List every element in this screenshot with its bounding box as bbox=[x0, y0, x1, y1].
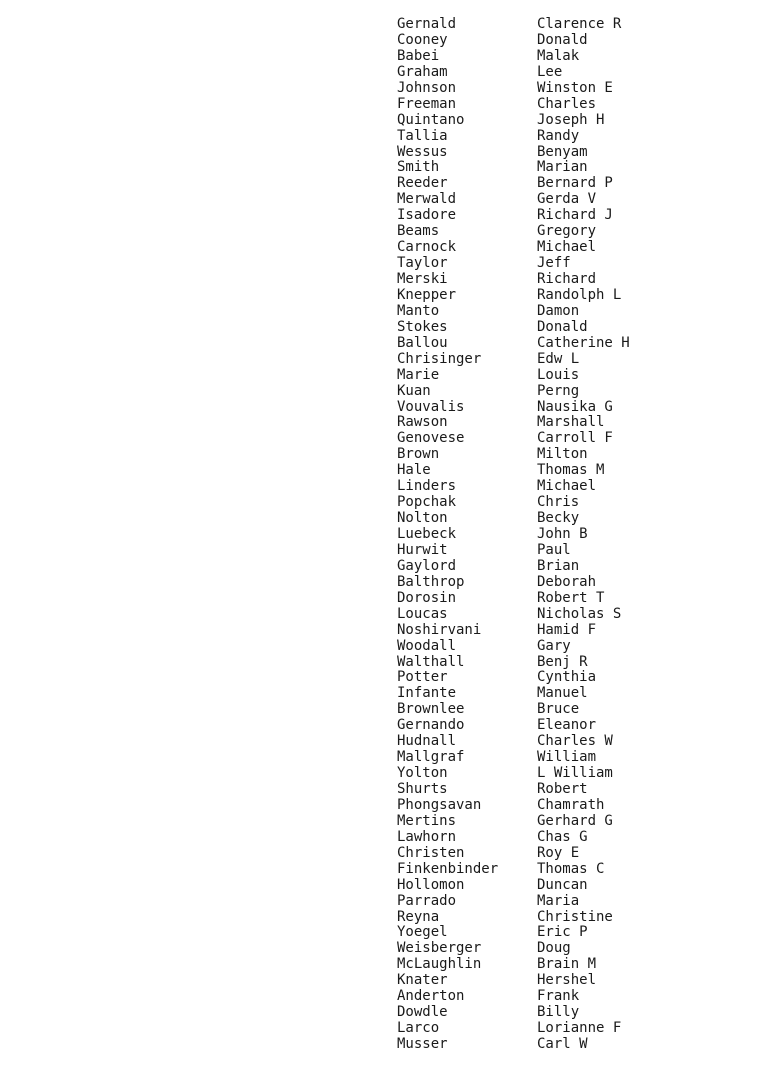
last-name: Tallia bbox=[397, 127, 448, 144]
first-name: Hamid F bbox=[537, 621, 597, 638]
first-name: John B bbox=[537, 526, 588, 542]
list-item bbox=[397, 368, 697, 384]
list-item bbox=[397, 894, 697, 910]
last-name: Christen bbox=[397, 844, 465, 861]
list-item bbox=[397, 543, 697, 559]
last-name: Stokes bbox=[397, 318, 448, 335]
list-item bbox=[397, 113, 697, 129]
last-name: Weisberger bbox=[397, 940, 482, 957]
last-name: Parrado bbox=[397, 892, 457, 909]
last-name: Gernando bbox=[397, 717, 465, 734]
last-name: Manto bbox=[397, 302, 440, 319]
list-item bbox=[397, 973, 697, 989]
last-name: Gaylord bbox=[397, 557, 457, 574]
name-list bbox=[397, 17, 697, 1067]
first-name: Gerda V bbox=[537, 191, 597, 208]
last-name: Reyna bbox=[397, 908, 440, 925]
list-item bbox=[397, 208, 697, 224]
first-name: Marian bbox=[537, 159, 588, 176]
first-name: Brain M bbox=[537, 956, 597, 973]
list-item bbox=[397, 240, 697, 256]
first-name: Benyam bbox=[537, 143, 588, 160]
list-item bbox=[397, 830, 697, 846]
last-name: Brown bbox=[397, 446, 440, 463]
list-item bbox=[397, 941, 697, 957]
list-item bbox=[397, 925, 697, 941]
list-item bbox=[397, 336, 697, 352]
list-item bbox=[397, 718, 697, 734]
first-name: Malak bbox=[537, 47, 580, 64]
first-name: Donald bbox=[537, 318, 588, 335]
first-name: Jeff bbox=[537, 255, 571, 272]
list-item bbox=[397, 33, 697, 49]
first-name: Robert bbox=[537, 781, 588, 797]
list-item bbox=[397, 145, 697, 161]
last-name: Mertins bbox=[397, 812, 457, 829]
first-name: Deborah bbox=[537, 573, 597, 590]
last-name: Noshirvani bbox=[397, 621, 482, 638]
list-item bbox=[397, 511, 697, 527]
last-name: Vouvalis bbox=[397, 398, 465, 415]
first-name: Charles W bbox=[537, 733, 613, 750]
list-item bbox=[397, 686, 697, 702]
first-name: Frank bbox=[537, 988, 580, 1005]
first-name: Winston E bbox=[537, 79, 613, 96]
last-name: Knater bbox=[397, 972, 448, 989]
last-name: Cooney bbox=[397, 31, 448, 48]
list-item bbox=[397, 320, 697, 336]
last-name: Phongsavan bbox=[397, 796, 482, 813]
last-name: Ballou bbox=[397, 334, 448, 351]
first-name: Nausika G bbox=[537, 398, 613, 415]
first-name: Becky bbox=[537, 510, 580, 527]
list-item bbox=[397, 623, 697, 639]
first-name: Milton bbox=[537, 446, 588, 463]
first-name: Eleanor bbox=[537, 717, 597, 734]
first-name: Richard J bbox=[537, 207, 613, 224]
first-name: Clarence R bbox=[537, 17, 622, 32]
list-item bbox=[397, 670, 697, 686]
list-item bbox=[397, 1037, 697, 1053]
last-name: McLaughlin bbox=[397, 956, 482, 973]
list-item bbox=[397, 798, 697, 814]
first-name: Lee bbox=[537, 63, 563, 80]
list-item bbox=[397, 607, 697, 623]
list-item bbox=[397, 702, 697, 718]
list-item bbox=[397, 160, 697, 176]
list-item bbox=[397, 17, 697, 33]
first-name: Carl W bbox=[537, 1036, 588, 1052]
last-name: Wessus bbox=[397, 143, 448, 160]
first-name: Benj R bbox=[537, 653, 588, 670]
list-item bbox=[397, 750, 697, 766]
first-name: Michael bbox=[537, 478, 597, 495]
list-item bbox=[397, 479, 697, 495]
first-name: Randy bbox=[537, 127, 580, 144]
last-name: Hurwit bbox=[397, 541, 448, 558]
list-item bbox=[397, 431, 697, 447]
list-item bbox=[397, 655, 697, 671]
last-name: Chrisinger bbox=[397, 350, 482, 367]
last-name: Isadore bbox=[397, 207, 457, 224]
list-item bbox=[397, 129, 697, 145]
first-name: Joseph H bbox=[537, 111, 605, 128]
list-item bbox=[397, 989, 697, 1005]
first-name: Thomas C bbox=[537, 860, 605, 877]
last-name: Beams bbox=[397, 223, 440, 240]
list-item bbox=[397, 957, 697, 973]
list-item bbox=[397, 65, 697, 81]
last-name: Smith bbox=[397, 159, 440, 176]
first-name: Gerhard G bbox=[537, 812, 613, 829]
first-name: Chris bbox=[537, 494, 580, 511]
list-item bbox=[397, 766, 697, 782]
last-name: Carnock bbox=[397, 239, 457, 256]
last-name: Shurts bbox=[397, 781, 448, 797]
last-name: Popchak bbox=[397, 494, 457, 511]
list-item bbox=[397, 288, 697, 304]
list-item bbox=[397, 734, 697, 750]
list-item bbox=[397, 176, 697, 192]
list-item bbox=[397, 272, 697, 288]
last-name: Yolton bbox=[397, 765, 448, 782]
last-name: Musser bbox=[397, 1036, 448, 1052]
last-name: Johnson bbox=[397, 79, 457, 96]
last-name: Luebeck bbox=[397, 526, 457, 542]
first-name: Billy bbox=[537, 1004, 580, 1021]
first-name: Christine bbox=[537, 908, 613, 925]
last-name: Potter bbox=[397, 669, 448, 686]
list-item bbox=[397, 814, 697, 830]
first-name: Thomas M bbox=[537, 462, 605, 479]
list-item bbox=[397, 81, 697, 97]
first-name: Duncan bbox=[537, 876, 588, 893]
last-name: Mallgraf bbox=[397, 749, 465, 766]
list-item bbox=[397, 224, 697, 240]
last-name: Gernald bbox=[397, 17, 457, 32]
last-name: Balthrop bbox=[397, 573, 465, 590]
list-item bbox=[397, 910, 697, 926]
first-name: Bernard P bbox=[537, 175, 613, 192]
first-name: Richard bbox=[537, 271, 597, 287]
first-name: Carroll F bbox=[537, 430, 613, 447]
first-name: Edw L bbox=[537, 350, 580, 367]
first-name: Marshall bbox=[537, 414, 605, 431]
last-name: Quintano bbox=[397, 111, 465, 128]
list-item bbox=[397, 49, 697, 65]
last-name: Dowdle bbox=[397, 1004, 448, 1021]
last-name: Walthall bbox=[397, 653, 465, 670]
first-name: Damon bbox=[537, 302, 580, 319]
last-name: Loucas bbox=[397, 605, 448, 622]
list-item bbox=[397, 384, 697, 400]
list-item bbox=[397, 575, 697, 591]
last-name: Dorosin bbox=[397, 589, 457, 606]
last-name: Knepper bbox=[397, 286, 457, 303]
last-name: Freeman bbox=[397, 95, 457, 112]
last-name: Larco bbox=[397, 1020, 440, 1037]
first-name: Brian bbox=[537, 557, 580, 574]
last-name: Anderton bbox=[397, 988, 465, 1005]
first-name: Paul bbox=[537, 541, 571, 558]
first-name: Hershel bbox=[537, 972, 597, 989]
first-name: Gary bbox=[537, 637, 571, 654]
list-item bbox=[397, 782, 697, 798]
list-item bbox=[397, 97, 697, 113]
first-name: Donald bbox=[537, 31, 588, 48]
first-name: Catherine H bbox=[537, 334, 630, 351]
list-item bbox=[397, 1005, 697, 1021]
first-name: Perng bbox=[537, 382, 580, 399]
last-name: Brownlee bbox=[397, 701, 465, 718]
first-name: Lorianne F bbox=[537, 1020, 622, 1037]
first-name: Chamrath bbox=[537, 796, 605, 813]
first-name: Doug bbox=[537, 940, 571, 957]
list-item bbox=[397, 400, 697, 416]
list-item bbox=[397, 862, 697, 878]
first-name: Eric P bbox=[537, 924, 588, 941]
list-item bbox=[397, 1021, 697, 1037]
list-item bbox=[397, 447, 697, 463]
first-name: Charles bbox=[537, 95, 597, 112]
last-name: Merski bbox=[397, 271, 448, 287]
list-item bbox=[397, 463, 697, 479]
list-item bbox=[397, 639, 697, 655]
list-item bbox=[397, 846, 697, 862]
last-name: Reeder bbox=[397, 175, 448, 192]
first-name: Chas G bbox=[537, 828, 588, 845]
list-item bbox=[397, 304, 697, 320]
list-item bbox=[397, 591, 697, 607]
first-name: Maria bbox=[537, 892, 580, 909]
list-item bbox=[397, 495, 697, 511]
first-name: Manuel bbox=[537, 685, 588, 702]
list-item bbox=[397, 352, 697, 368]
last-name: Linders bbox=[397, 478, 457, 495]
last-name: Rawson bbox=[397, 414, 448, 431]
list-item bbox=[397, 256, 697, 272]
list-item bbox=[397, 415, 697, 431]
last-name: Marie bbox=[397, 366, 440, 383]
first-name: Roy E bbox=[537, 844, 580, 861]
last-name: Infante bbox=[397, 685, 457, 702]
last-name: Finkenbinder bbox=[397, 860, 499, 877]
first-name: Gregory bbox=[537, 223, 597, 240]
last-name: Woodall bbox=[397, 637, 457, 654]
last-name: Merwald bbox=[397, 191, 457, 208]
list-item bbox=[397, 527, 697, 543]
last-name: Taylor bbox=[397, 255, 448, 272]
list-item bbox=[397, 559, 697, 575]
first-name: Cynthia bbox=[537, 669, 597, 686]
first-name: L William bbox=[537, 765, 613, 782]
first-name: Bruce bbox=[537, 701, 580, 718]
last-name: Hudnall bbox=[397, 733, 457, 750]
last-name: Graham bbox=[397, 63, 448, 80]
last-name: Babei bbox=[397, 47, 440, 64]
first-name: Michael bbox=[537, 239, 597, 256]
last-name: Kuan bbox=[397, 382, 431, 399]
last-name: Hollomon bbox=[397, 876, 465, 893]
first-name: Louis bbox=[537, 366, 580, 383]
first-name: William bbox=[537, 749, 597, 766]
last-name: Lawhorn bbox=[397, 828, 457, 845]
first-name: Nicholas S bbox=[537, 605, 622, 622]
first-name: Randolph L bbox=[537, 286, 622, 303]
last-name: Nolton bbox=[397, 510, 448, 527]
last-name: Hale bbox=[397, 462, 431, 479]
list-item bbox=[397, 192, 697, 208]
last-name: Genovese bbox=[397, 430, 465, 447]
last-name: Yoegel bbox=[397, 924, 448, 941]
first-name: Robert T bbox=[537, 589, 605, 606]
list-item bbox=[397, 878, 697, 894]
